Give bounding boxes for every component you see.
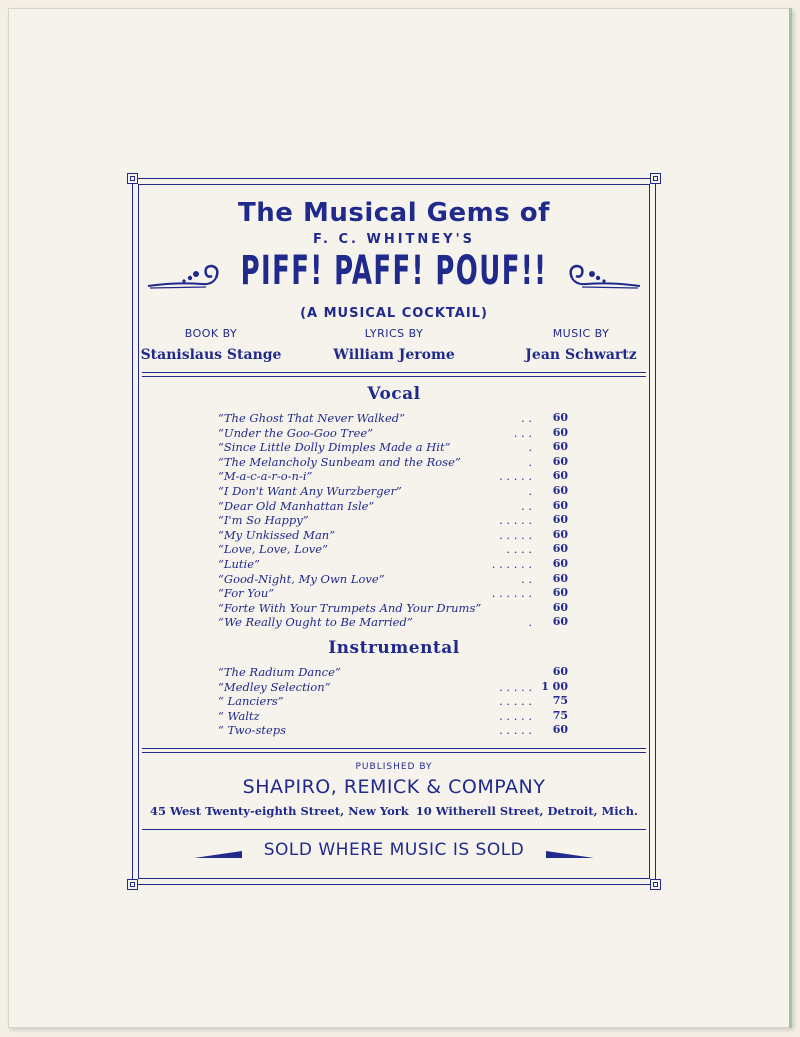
flourish-right-icon (564, 256, 642, 292)
leader-dots: . . . . . . (491, 557, 532, 571)
page-edge (789, 8, 792, 1028)
song-title: “Medley Selection” (218, 679, 331, 694)
credit-book (136, 327, 286, 363)
song-title: “Lutie” (218, 557, 260, 571)
corner-ornament-icon (650, 879, 661, 890)
publisher-name: SHAPIRO, REMICK & COMPANY (242, 776, 546, 798)
divider (142, 748, 646, 753)
leader-dots (432, 665, 532, 679)
credit-music (506, 327, 656, 363)
leader-dots: . . (521, 411, 532, 425)
address-new-york: 45 West Twenty-eighth Street, New York (150, 804, 409, 818)
leader-dots: . . . (513, 425, 532, 440)
song-title: “ Waltz (218, 708, 260, 723)
vocal-heading: Vocal (367, 384, 421, 404)
presenter-name: F. C. WHITNEY'S (313, 232, 475, 247)
price: 60 (552, 440, 568, 454)
leader-dots: . . (521, 498, 532, 513)
price: 75 (552, 708, 568, 722)
credit-name: William Jerome (333, 347, 455, 363)
credit-lyrics (319, 327, 469, 363)
song-title: “Under the Goo-Goo Tree” (218, 425, 374, 440)
flourish-left-icon (146, 256, 224, 292)
song-title: “I Don't Want Any Wurzberger” (218, 484, 402, 498)
leader-dots: . (528, 615, 532, 630)
song-title: “Love, Love, Love” (218, 542, 328, 557)
leader-dots: . . . . . (499, 708, 532, 723)
leader-dots: . . . . . (499, 527, 532, 542)
price: 60 (552, 498, 568, 512)
credit-name: Jean Schwartz (525, 347, 637, 363)
price: 60 (552, 542, 568, 556)
leader-dots: . (528, 454, 532, 469)
price: 60 (552, 665, 568, 678)
corner-ornament-icon (127, 173, 138, 184)
price: 60 (552, 615, 568, 629)
song-title: “ Lanciers” (218, 694, 284, 709)
price: 60 (552, 557, 568, 570)
page-title: The Musical Gems of (238, 198, 550, 228)
divider (142, 829, 646, 830)
address-detroit: 10 Witherell Street, Detroit, Mich. (415, 804, 638, 818)
song-title: “We Really Ought to Be Married” (218, 615, 413, 630)
song-title: “Good-Night, My Own Love” (218, 571, 385, 586)
slogan: SOLD WHERE MUSIC IS SOLD (263, 840, 525, 860)
song-title: “My Unkissed Man” (218, 527, 336, 542)
credit-role: MUSIC BY (552, 327, 610, 340)
song-title: “The Radium Dance” (218, 665, 341, 679)
show-subtitle: (A MUSICAL COCKTAIL) (300, 306, 488, 321)
leader-dots: . . (521, 571, 532, 586)
credit-name: Stanislaus Stange (140, 347, 282, 363)
price: 60 (552, 586, 568, 600)
leader-dots (432, 601, 532, 615)
wedge-right-icon (546, 849, 594, 859)
leader-dots: . . . . . . (491, 586, 532, 601)
leader-dots: . . . . (506, 542, 532, 557)
price: 60 (552, 600, 568, 614)
leader-dots: . . . . . (499, 694, 532, 709)
price: 60 (552, 425, 568, 439)
song-title: “Forte With Your Trumpets And Your Drums” (218, 600, 482, 615)
price: 60 (552, 571, 568, 585)
song-title: “ Two-steps (218, 723, 287, 738)
song-title: “Dear Old Manhattan Isle” (218, 498, 375, 513)
leader-dots: . . . . . (499, 679, 532, 694)
song-title: “M-a-c-a-r-o-n-i” (218, 469, 313, 484)
leader-dots: . . . . . (499, 723, 532, 738)
corner-ornament-icon (127, 879, 138, 890)
show-title: PIFF! PAFF! POUF!! (240, 248, 548, 294)
catalog-frame (132, 178, 656, 885)
song-title: “The Melancholy Sunbeam and the Rose” (218, 454, 461, 469)
sheet-music-back-cover (8, 8, 792, 1028)
price: 1 00 (541, 679, 568, 693)
price: 75 (552, 694, 568, 708)
price: 60 (552, 527, 568, 541)
leader-dots: . . . . . (499, 513, 532, 528)
published-by-label: PUBLISHED BY (355, 762, 433, 772)
leader-dots: . . . . . (499, 469, 532, 484)
song-title: “For You” (218, 586, 275, 601)
song-title: “The Ghost That Never Walked” (218, 411, 406, 425)
song-title: “Since Little Dolly Dimples Made a Hit” (218, 440, 451, 455)
corner-ornament-icon (650, 173, 661, 184)
leader-dots: . (528, 440, 532, 455)
divider (142, 372, 646, 377)
price: 60 (552, 469, 568, 483)
credit-role: LYRICS BY (364, 327, 424, 340)
leader-dots: . (528, 484, 532, 498)
credit-role: BOOK BY (184, 327, 238, 340)
price: 60 (552, 454, 568, 468)
price: 60 (552, 723, 568, 737)
price: 60 (552, 513, 568, 527)
price: 60 (552, 484, 568, 497)
instrumental-heading: Instrumental (328, 638, 460, 658)
price: 60 (552, 411, 568, 424)
song-title: “I'm So Happy” (218, 513, 309, 528)
